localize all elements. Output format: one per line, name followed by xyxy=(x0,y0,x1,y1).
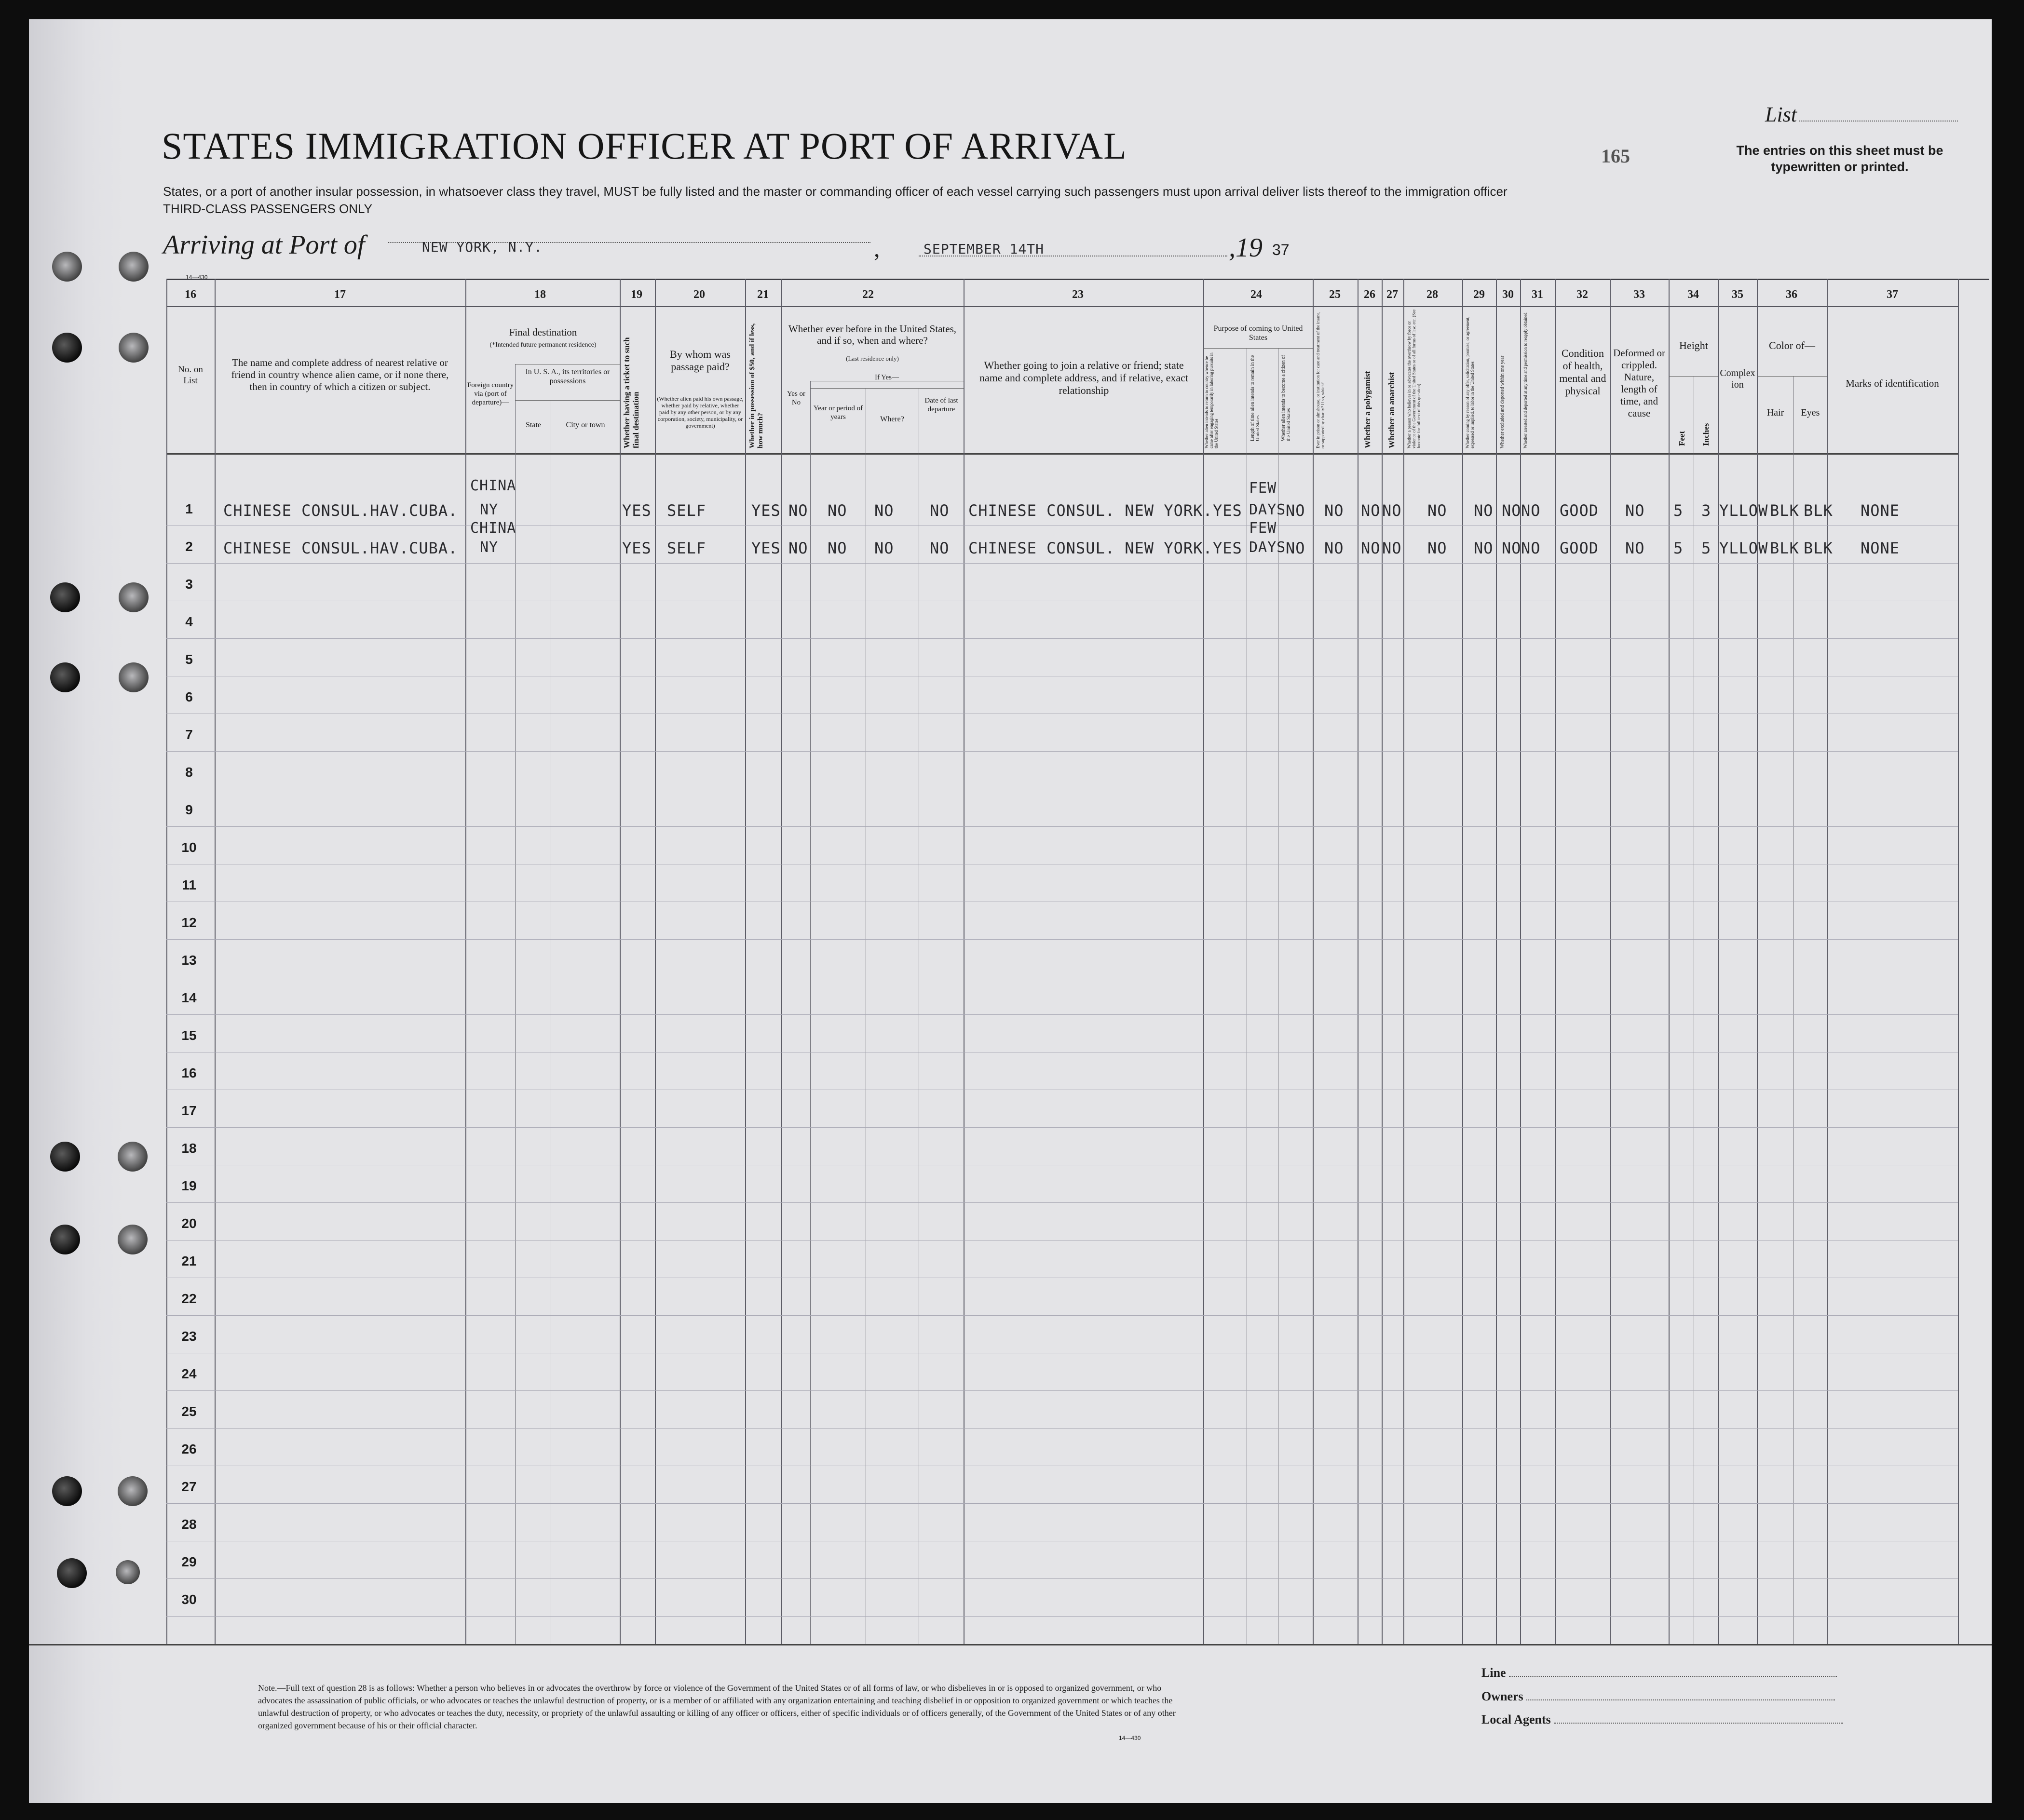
punch-hole xyxy=(118,1225,148,1254)
owners-label: Owners xyxy=(1481,1689,1523,1703)
complexion: YLLOW xyxy=(1719,501,1768,520)
col18-usa-header: In U. S. A., its territories or possessions xyxy=(525,368,610,385)
foreign-country: CHINA xyxy=(470,520,516,537)
row-rule xyxy=(166,939,1958,940)
relative-address: CHINESE CONSUL.HAV.CUBA. xyxy=(223,501,458,520)
class-line: THIRD-CLASS PASSENGERS ONLY xyxy=(163,202,372,216)
belief: NO xyxy=(1427,539,1447,557)
length-stay: FEW xyxy=(1249,520,1277,537)
col36-hair-header: Hair xyxy=(1766,407,1784,418)
col34-inches-header: Inches xyxy=(1701,423,1711,446)
list-label: List xyxy=(1765,102,1958,127)
column-number: 35 xyxy=(1732,288,1743,301)
date-value: SEPTEMBER 14TH xyxy=(924,241,1045,257)
polygamist: NO xyxy=(1361,501,1381,520)
col20-header-title: By whom was passage paid? xyxy=(670,348,731,373)
relative-address: CHINESE CONSUL.HAV.CUBA. xyxy=(223,539,458,557)
punch-hole xyxy=(116,1560,140,1584)
punch-hole xyxy=(52,333,82,363)
col-border xyxy=(215,279,216,1644)
col34-header-title: Height xyxy=(1679,339,1708,351)
row-number: 30 xyxy=(181,1592,197,1607)
row-number: 29 xyxy=(181,1554,197,1569)
prison: NO xyxy=(1324,539,1344,557)
col25-header: Ever in prison or almshouse, or institution for care and treatment of the insane, or supported by charity? If so, which? xyxy=(1316,311,1325,448)
row-number: 3 xyxy=(185,577,193,592)
row-number: 25 xyxy=(181,1404,197,1419)
col24-header-title: Purpose of coming to United States xyxy=(1213,324,1303,342)
col22-header-note: (Last residence only) xyxy=(846,355,899,362)
length-stay: DAYS xyxy=(1249,501,1286,518)
row-number: 11 xyxy=(182,877,196,892)
col-border xyxy=(1958,279,1959,1644)
col29-header: Whether coming by reason of any offer, solicitation, promise, or agreement, expressed or implied, to labor in the United States xyxy=(1465,316,1475,448)
col22-yesno-header: Yes or No xyxy=(787,390,806,406)
citizen: NO xyxy=(1286,501,1305,520)
departure-date: NO xyxy=(930,539,950,557)
col-border xyxy=(1520,279,1521,1644)
row-number: 15 xyxy=(181,1028,197,1043)
col-border xyxy=(1757,279,1758,1644)
years: NO xyxy=(828,539,847,557)
col18-state-header: State xyxy=(526,421,541,429)
punch-hole xyxy=(50,1225,80,1254)
column-number: 37 xyxy=(1887,288,1898,301)
column-number: 30 xyxy=(1502,288,1514,301)
col37-header: Marks of identification xyxy=(1846,377,1939,389)
where: NO xyxy=(874,539,894,557)
row-number: 9 xyxy=(185,802,193,817)
column-number: 17 xyxy=(334,288,346,301)
row-number: 12 xyxy=(181,915,197,930)
row-number: 10 xyxy=(181,840,197,855)
col22-year-header: Year or period of years xyxy=(813,404,863,421)
line-field xyxy=(1481,1666,1837,1680)
ticket: YES xyxy=(622,501,652,520)
row-rule xyxy=(166,1127,1958,1128)
height-inches: 3 xyxy=(1701,501,1712,520)
deformed: NO xyxy=(1625,501,1645,520)
footer-form-code: 14—430 xyxy=(1119,1735,1141,1741)
col24b-header: Length of time alien intends to remain in the United States xyxy=(1250,355,1261,441)
col18-header-title: Final destination xyxy=(509,326,577,338)
agents-field xyxy=(1481,1712,1843,1727)
eyes: BLK xyxy=(1804,539,1833,557)
row-number: 14 xyxy=(181,990,197,1005)
punch-hole xyxy=(57,1558,87,1588)
joining: CHINESE CONSUL. NEW YORK. xyxy=(968,539,1213,557)
arrested: NO xyxy=(1521,501,1541,520)
row-rule xyxy=(166,1014,1958,1015)
table-top-border xyxy=(166,279,1989,280)
offer: NO xyxy=(1474,501,1494,520)
col-border xyxy=(620,279,621,1644)
col18-foreign-header: Foreign country via (port of departure)— xyxy=(467,381,514,406)
col-border xyxy=(1382,279,1383,1644)
comma: , xyxy=(874,235,880,262)
punch-hole xyxy=(52,1476,82,1506)
col-border xyxy=(1555,279,1556,1644)
col35-header: Complexion xyxy=(1720,368,1755,390)
arrested: NO xyxy=(1521,539,1541,557)
row-number: 26 xyxy=(181,1442,197,1456)
owners-field xyxy=(1481,1689,1835,1704)
foreign-country: CHINA xyxy=(470,477,516,494)
col-border xyxy=(465,279,466,1644)
col-border xyxy=(655,279,656,1644)
belief: NO xyxy=(1427,501,1447,520)
sheet-instruction: The entries on this sheet must be typewritten or printed. xyxy=(1736,143,1943,174)
punch-hole xyxy=(118,1142,148,1172)
row-rule xyxy=(166,1202,1958,1203)
row-number: 6 xyxy=(185,689,193,704)
state: NY xyxy=(480,539,499,556)
col-border xyxy=(745,279,746,1644)
marks: NONE xyxy=(1861,539,1900,557)
anarchist: NO xyxy=(1382,501,1402,520)
year-suffix: 37 xyxy=(1272,241,1290,258)
col-border xyxy=(515,364,516,1644)
height-feet: 5 xyxy=(1673,539,1684,557)
punch-hole xyxy=(50,582,80,612)
col28-header: Whether a person who believes in or advocates the overthrow by force or violence of the Government of the United States or of all forms of law, etc. (See footnote for full text of this question) xyxy=(1407,309,1421,448)
col26-header: Whether a polygamist xyxy=(1363,371,1372,448)
col19-header: Whether having a ticket to such final destination xyxy=(622,337,640,448)
col22-header-title: Whether ever before in the United States, and if so, when and where? xyxy=(788,323,957,346)
column-number: 16 xyxy=(185,288,196,301)
row-number: 4 xyxy=(185,614,193,629)
row-rule xyxy=(166,1616,1958,1617)
row-number: 22 xyxy=(181,1291,197,1306)
length-stay: DAYS xyxy=(1249,539,1286,556)
column-number: 21 xyxy=(757,288,769,301)
health: GOOD xyxy=(1560,539,1599,557)
col-border xyxy=(166,279,167,1644)
height-feet: 5 xyxy=(1673,501,1684,520)
return: YES xyxy=(1213,501,1242,520)
prison: NO xyxy=(1324,501,1344,520)
column-number: 20 xyxy=(693,288,705,301)
hair: BLK xyxy=(1770,539,1799,557)
excluded: NO xyxy=(1502,501,1521,520)
punch-hole xyxy=(52,252,82,282)
col-border xyxy=(1313,279,1314,1644)
sheet-number: 165 xyxy=(1601,145,1630,167)
row-rule xyxy=(166,1578,1958,1579)
punch-hole xyxy=(118,1476,148,1506)
subheader-line xyxy=(1669,376,1718,377)
col-border xyxy=(781,279,782,1644)
col24c-header: Whether alien intends to become a citizen of the United States xyxy=(1281,355,1291,441)
header-bottom-border xyxy=(166,453,1958,455)
col36-header-title: Color of— xyxy=(1769,339,1815,351)
hair: BLK xyxy=(1770,501,1799,520)
column-number: 33 xyxy=(1633,288,1645,301)
col18-city-header: City or town xyxy=(566,421,605,429)
height-inches: 5 xyxy=(1701,539,1712,557)
punch-hole xyxy=(50,662,80,692)
anarchist: NO xyxy=(1382,539,1402,557)
column-number: 32 xyxy=(1576,288,1588,301)
deformed: NO xyxy=(1625,539,1645,557)
column-number: 23 xyxy=(1072,288,1084,301)
row-rule xyxy=(166,1315,1958,1316)
column-number: 27 xyxy=(1386,288,1398,301)
years: NO xyxy=(828,501,847,520)
passage-paid: SELF xyxy=(667,501,706,520)
col31-header: Whether arrested and deported at any time and permission to reapply obtained xyxy=(1523,312,1528,448)
col32-header: Condition of health, mental and physical xyxy=(1559,347,1606,397)
column-number: 26 xyxy=(1364,288,1375,301)
column-number: 36 xyxy=(1786,288,1797,301)
col17-header: The name and complete address of nearest relative or friend in country whence alien came, or if none there, then in country of which a citizen or subject. xyxy=(231,357,449,392)
subheader-line xyxy=(1203,348,1313,349)
col18-header-note: (*Intended future permanent residence) xyxy=(489,341,597,349)
col24a-header: Whether alien intends to return to country whence he came after engaging temporarily in laboring pursuits in the United States xyxy=(1204,352,1219,448)
binding-strip xyxy=(29,19,125,1803)
col-border xyxy=(810,381,811,1644)
polygamist: NO xyxy=(1361,539,1381,557)
arriving-label: Arriving at Port of xyxy=(163,230,365,260)
column-number: 31 xyxy=(1532,288,1543,301)
eyes: BLK xyxy=(1804,501,1833,520)
before-us: NO xyxy=(788,539,808,557)
state: NY xyxy=(480,501,499,518)
row-number: 23 xyxy=(181,1329,197,1344)
punch-hole xyxy=(119,252,149,282)
col34-feet-header: Feet xyxy=(1677,431,1686,446)
column-number: 29 xyxy=(1473,288,1485,301)
col23-header: Whether going to join a relative or friend; state name and complete address, and if relative, exact relationship xyxy=(979,359,1189,396)
money: YES xyxy=(751,539,781,557)
col22-date-header: Date of last departure xyxy=(924,397,958,413)
row-rule xyxy=(166,1428,1958,1429)
col27-header: Whether an anarchist xyxy=(1387,372,1396,448)
col21-header: Whether in possession of $50, and if less, how much? xyxy=(748,323,764,448)
column-number: 24 xyxy=(1250,288,1262,301)
row-rule xyxy=(166,1503,1958,1504)
ticket: YES xyxy=(622,539,652,557)
subheader-line xyxy=(1757,376,1827,377)
row-number: 18 xyxy=(181,1141,197,1156)
excluded: NO xyxy=(1502,539,1521,557)
col-border xyxy=(1669,279,1670,1644)
column-number: 18 xyxy=(534,288,546,301)
col-border xyxy=(1403,279,1404,1644)
row-number: 19 xyxy=(181,1178,197,1193)
row-number: 8 xyxy=(185,765,193,780)
form-code-top: 14—430 xyxy=(186,274,208,281)
row-number: 24 xyxy=(181,1366,197,1381)
row-number: 5 xyxy=(185,652,193,667)
col-border xyxy=(1462,279,1463,1644)
row-number: 13 xyxy=(181,953,197,968)
page-title: STATES IMMIGRATION OFFICER AT PORT OF ARRIVAL xyxy=(162,125,1127,167)
row-number: 21 xyxy=(181,1254,197,1268)
col-border xyxy=(1496,279,1497,1644)
row-rule xyxy=(166,826,1958,827)
departure-date: NO xyxy=(930,501,950,520)
row-number: 28 xyxy=(181,1517,197,1532)
column-number: 28 xyxy=(1426,288,1438,301)
punch-hole xyxy=(119,662,149,692)
subheader-line xyxy=(515,400,620,401)
joining: CHINESE CONSUL. NEW YORK. xyxy=(968,501,1213,520)
row-rule xyxy=(166,1390,1958,1391)
subheader-line xyxy=(810,388,964,389)
col36-eyes-header: Eyes xyxy=(1801,407,1820,418)
port-value: NEW YORK, N.Y. xyxy=(422,239,543,255)
col33-header: Deformed or crippled. Nature, length of time, and cause xyxy=(1613,347,1665,419)
length-stay: FEW xyxy=(1249,480,1277,497)
punch-hole xyxy=(50,1142,80,1172)
marks: NONE xyxy=(1861,501,1900,520)
row-number: 17 xyxy=(181,1103,197,1118)
line-label: Line xyxy=(1481,1666,1506,1680)
col16-header: No. on List xyxy=(178,364,203,386)
column-number: 34 xyxy=(1687,288,1699,301)
col22-ifyes: If Yes— xyxy=(874,374,899,381)
manifest-sheet xyxy=(29,19,1992,1803)
offer: NO xyxy=(1474,539,1494,557)
complexion: YLLOW xyxy=(1719,539,1768,557)
row-rule xyxy=(166,563,1958,564)
table-bottom-border xyxy=(29,1644,1992,1645)
column-number-border xyxy=(166,306,1958,307)
col-border xyxy=(1718,279,1719,1644)
before-us: NO xyxy=(788,501,808,520)
col20-header-note: (Whether alien paid his own passage, whether paid by relative, whether paid by any other person, or by any corporation, society, municipality, or government) xyxy=(657,395,744,429)
row-number: 27 xyxy=(181,1479,197,1494)
row-rule xyxy=(166,638,1958,639)
column-number: 19 xyxy=(631,288,642,301)
row-number: 20 xyxy=(181,1216,197,1231)
row-number: 2 xyxy=(185,539,193,554)
col-border xyxy=(1203,279,1204,1644)
money: YES xyxy=(751,501,781,520)
punch-hole xyxy=(119,582,149,612)
agents-label: Local Agents xyxy=(1481,1712,1551,1726)
col30-header: Whether excluded and deported within one year xyxy=(1500,355,1505,448)
passage-paid: SELF xyxy=(667,539,706,557)
col22-where-header: Where? xyxy=(880,415,904,423)
col-border xyxy=(1827,279,1828,1644)
column-number: 25 xyxy=(1329,288,1341,301)
row-rule xyxy=(166,751,1958,752)
punch-hole xyxy=(119,333,149,363)
where: NO xyxy=(874,501,894,520)
subtitle-line: States, or a port of another insular possession, in whatsoever class they travel, MUST be fully listed and the master or commanding officer of each vessel carrying such passengers must upon arrival deliver lists thereof to the immigration officer xyxy=(163,184,1508,199)
column-number: 22 xyxy=(862,288,874,301)
footnote: Note.—Full text of question 28 is as follows: Whether a person who believes in or advocates the overthrow by force or violence of the Government of the United States or of all forms of law, or who disbelieves in or is opposed to organized government, or who advocates the assassination of public officials, or who advocates or teaches the unlawful destruction of property, or is a member of or affiliated with any organization entertaining and teaching disbelief in or opposition to organized government or which teaches the unlawful destruction of property, or who advocates or teaches the duty, necessity, or propriety of the unlawful assaulting or killing of any officer or officers, either of specific individuals or of officers generally, of the Government of the United States or of any other organized government because of his or their official character. xyxy=(258,1683,1176,1730)
row-number: 7 xyxy=(185,727,193,742)
health: GOOD xyxy=(1560,501,1599,520)
citizen: NO xyxy=(1286,539,1305,557)
return: YES xyxy=(1213,539,1242,557)
row-number: 16 xyxy=(181,1065,197,1080)
col-border xyxy=(1610,279,1611,1644)
row-number: 1 xyxy=(185,501,193,516)
year-prefix: ,19 xyxy=(1229,233,1263,263)
